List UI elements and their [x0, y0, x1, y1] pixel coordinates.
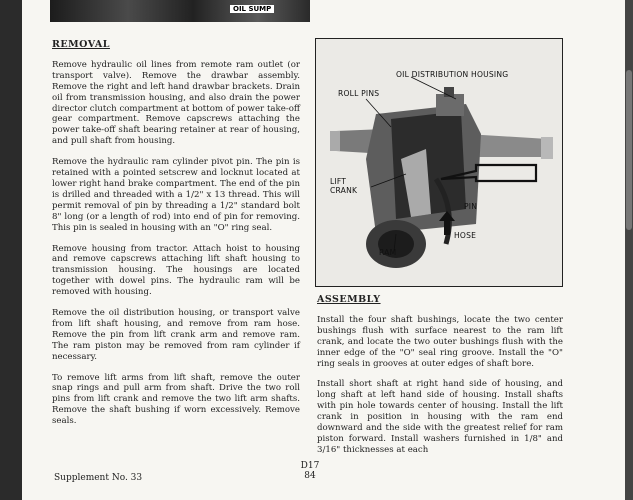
removal-heading: REMOVAL [52, 39, 110, 50]
supplement-number: Supplement No. 33 [54, 473, 143, 483]
label-ram: RAM [379, 248, 397, 257]
manual-page [22, 0, 627, 500]
removal-paragraph-4: Remove the oil distribution housing, or transport valve from lift shaft housing, and remove from ram hose. Remove the pin from lift crank arm and remove ram. The ram piston may be removed from ram cylinder if necessary. [52, 308, 300, 362]
oil-sump-label: OIL SUMP [230, 5, 274, 13]
assembly-paragraph-2: Install short shaft at right hand side of housing, and long shaft at left hand side of housing. Install shafts with pin hole towards center of housing. Install the lift crank in position in housing with the ram end downward and the side with the greatest relief for ram piston forward. Install washers furnished in 1/8" and 3/16" thicknesses at each [317, 379, 563, 455]
page-code: D17 [300, 461, 320, 471]
top-photo-fragment [50, 0, 310, 22]
label-oil-distribution-housing: OIL DISTRIBUTION HOUSING [396, 70, 509, 79]
removal-paragraph-2: Remove the hydraulic ram cylinder pivot pin. The pin is retained with a pointed setscrew and locknut located at lower right hand brake compartment. The end of the pin is drilled and threaded with a 1/2" x 13 thread. This will permit removal of pin by threading a 1/2" standard bolt 8" long (or a length of rod) into end of pin for removing. This pin is sealed in housing with an "O" ring seal. [52, 157, 300, 233]
assembly-paragraph-1: Install the four shaft bushings, locate the two center bushings flush with surface nearest to the ram lift crank, and locate the two outer bushings flush with the inner edge of the "O" seal ring groove. Install the "O" ring seals in grooves at outer edges of shaft bore. [317, 314, 563, 369]
label-roll-pins: ROLL PINS [338, 89, 380, 98]
right-column [317, 295, 563, 456]
scrollbar-thumb[interactable] [626, 70, 632, 230]
left-column [52, 40, 300, 427]
removal-paragraph-3: Remove housing from tractor. Attach hoist to housing and remove capscrews attaching lift shaft housing to transmission housing. The housings are located together with dowel pins. The hydraulic ram will be removed with housing. [52, 243, 300, 298]
label-lift-crank: LIFT CRANK [330, 177, 358, 195]
vertical-scrollbar[interactable] [625, 0, 633, 500]
removal-paragraph-5: To remove lift arms from lift shaft, remove the outer snap rings and pull arm from shaft. Drive the two roll pins from lift crank and remove the two lift arm shafts. Remove the shaft bushing if worn excessively. Remove seals. [52, 372, 300, 427]
lift-shaft-housing-photo [315, 38, 563, 287]
page-number: 84 [304, 471, 316, 481]
label-hose: HOSE [454, 231, 477, 240]
label-pin: PIN [464, 202, 478, 211]
assembly-heading: ASSEMBLY [317, 294, 381, 305]
removal-paragraph-1: Remove hydraulic oil lines from remote ram outlet (or transport valve). Remove the drawbar assembly. Remove the right and left hand drawbar brackets. Drain oil from transmission housing, and also drain the power director clutch compartment at bottom of power take-off gear compartment. Remove capscrews attaching the power take-off shaft bearing retainer at rear of housing, and pull shaft from housing. [52, 59, 300, 147]
page-footer-center [300, 461, 320, 481]
